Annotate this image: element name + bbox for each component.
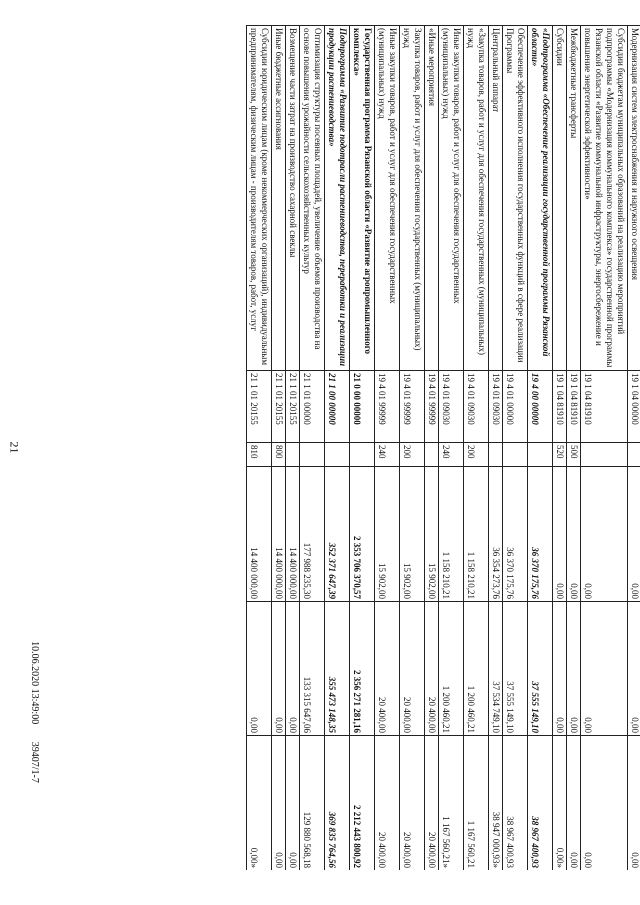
row-type-code	[503, 443, 528, 467]
table-row	[300, 26, 325, 871]
row-type-code	[286, 443, 300, 467]
table-row	[464, 26, 489, 871]
row-amount-2: 1 200 460,21	[464, 602, 489, 736]
row-code: 19 4 01 09030	[464, 371, 489, 443]
table-row	[503, 26, 528, 871]
row-amount-3: 20 400,00	[425, 736, 439, 871]
budget-table	[246, 25, 640, 870]
table-row	[286, 26, 300, 871]
row-amount-1: 14 400 000,00	[286, 467, 300, 602]
row-code: 19 4 01 00000	[503, 371, 528, 443]
row-type-code	[425, 443, 439, 467]
row-name: «Подпрограмма «Обеспечение реализации государственной программы Рязанской области»	[528, 26, 553, 371]
row-name: Оптимизация структуры посевных площадей, увеличение объемов производства на основе повышения урожайности сельскохозяйственных культур	[300, 26, 325, 371]
row-name: Государственная программа Рязанской области «Развитие агропромышленного комплекса»	[350, 26, 375, 371]
row-amount-2: 1 200 460,21	[439, 602, 464, 736]
table-row	[375, 26, 400, 871]
row-code: 19 4 01 09030	[439, 371, 464, 443]
row-name: Иные закупки товаров, работ и услуг для обеспечения государственных (муниципальных) нужд	[439, 26, 464, 371]
row-amount-1: 36 354 273,76	[489, 467, 503, 602]
row-amount-2: 20 400,00	[375, 602, 400, 736]
row-code: 19 1 04 81910	[553, 371, 567, 443]
row-type-code: 500	[567, 443, 581, 467]
row-code: 19 4 01 09030	[489, 371, 503, 443]
row-name: Подпрограмма «Развитие подотрасли растениеводства, переработки и реализации продукции растениеводства»	[325, 26, 350, 371]
row-code: 21 1 00 00000	[325, 371, 350, 443]
row-amount-3: 0,00	[581, 736, 628, 871]
row-amount-2: 0,00	[247, 602, 272, 736]
row-amount-3: 1 167 560,21	[464, 736, 489, 871]
row-type-code	[581, 443, 628, 467]
row-amount-3: 0,00	[567, 736, 581, 871]
table-row	[425, 26, 439, 871]
row-code: 19 4 00 00000	[528, 371, 553, 443]
row-amount-2: 0,00	[272, 602, 286, 736]
budget-table-frame	[55, 25, 640, 870]
row-name: Возмещение части затрат на производство сахарной свеклы	[286, 26, 300, 371]
row-amount-3: 1 167 560,21»	[439, 736, 464, 871]
table-row	[325, 26, 350, 871]
row-name: Иные бюджетные ассигнования	[272, 26, 286, 371]
row-amount-2: 37 534 749,10	[489, 602, 503, 736]
row-code: 21 1 01 20155	[286, 371, 300, 443]
row-amount-1: 2 353 706 370,57	[350, 467, 375, 602]
row-amount-2: 2 356 271 281,16	[350, 602, 375, 736]
row-amount-3: 2 212 443 800,92	[350, 736, 375, 871]
footer-datetime: 10.06.2020 13:49:00	[29, 641, 40, 725]
row-code: 21 0 00 00000	[350, 371, 375, 443]
row-amount-2: 20 400,00	[425, 602, 439, 736]
row-amount-3: 0,00	[628, 736, 640, 871]
row-amount-2: 0,00	[567, 602, 581, 736]
row-type-code	[489, 443, 503, 467]
row-type-code	[325, 443, 350, 467]
row-type-code	[350, 443, 375, 467]
row-type-code: 810	[247, 443, 272, 467]
table-row	[553, 26, 567, 871]
page-number: 21	[7, 441, 22, 454]
row-amount-3: 38 967 400,93	[503, 736, 528, 871]
row-amount-1: 1 158 210,21	[439, 467, 464, 602]
row-name: Субсидии	[553, 26, 567, 371]
row-amount-3: 20 400,00	[400, 736, 425, 871]
row-type-code	[528, 443, 553, 467]
row-code: 19 4 01 99999	[400, 371, 425, 443]
row-amount-2: 37 555 149,10	[528, 602, 553, 736]
row-code: 21 1 01 00000	[300, 371, 325, 443]
row-name: Субсидии бюджетам муниципальных образований на реализацию мероприятий подпрограммы «Модернизация коммунального комплекса» государственной программы Рязанской области «Развитие коммунальной инфраструктуры, энергосбережение и повышение энергетической эффективности»	[581, 26, 628, 371]
table-row	[628, 26, 640, 871]
row-amount-1: 36 370 175,76	[503, 467, 528, 602]
row-amount-1: 1 158 210,21	[464, 467, 489, 602]
table-row	[528, 26, 553, 871]
row-amount-2: 0,00	[628, 602, 640, 736]
row-type-code	[300, 443, 325, 467]
row-amount-1: 0,00	[567, 467, 581, 602]
row-type-code: 240	[375, 443, 400, 467]
row-amount-1: 36 370 175,76	[528, 467, 553, 602]
row-name: Иные закупки товаров, работ и услуг для обеспечения государственных (муниципальных) нужд	[375, 26, 400, 371]
table-row	[350, 26, 375, 871]
footer-doc-id: 39407/1-7	[29, 741, 40, 783]
row-amount-3: 369 835 764,56	[325, 736, 350, 871]
table-row	[247, 26, 272, 871]
row-name: Закупка товаров, работ и услуг для обеспечения государственных (муниципальных) нужд	[400, 26, 425, 371]
row-amount-3: 129 880 568,18	[300, 736, 325, 871]
row-amount-3: 38 967 400,93	[528, 736, 553, 871]
row-name: Центральный аппарат	[489, 26, 503, 371]
row-amount-2: 0,00	[286, 602, 300, 736]
table-row	[272, 26, 286, 871]
table-row	[439, 26, 464, 871]
row-code: 19 1 04 00000	[628, 371, 640, 443]
row-name: Модернизация систем электроснабжения и наружного освещения	[628, 26, 640, 371]
row-code: 19 4 01 99999	[425, 371, 439, 443]
row-name: Обеспечение эффективного исполнения государственных функций в сфере реализации Программы	[503, 26, 528, 371]
row-code: 19 1 04 81910	[567, 371, 581, 443]
row-amount-3: 0,00	[272, 736, 286, 871]
row-amount-1: 15 902,00	[400, 467, 425, 602]
row-amount-3: 0,00	[286, 736, 300, 871]
row-amount-3: 0,00»	[553, 736, 567, 871]
row-type-code: 200	[400, 443, 425, 467]
row-amount-1: 0,00	[581, 467, 628, 602]
row-amount-3: 20 400,00	[375, 736, 400, 871]
row-amount-3: 0,00»	[247, 736, 272, 871]
table-row	[567, 26, 581, 871]
row-code: 21 1 01 20155	[272, 371, 286, 443]
row-name: Межбюджетные трансферты	[567, 26, 581, 371]
row-amount-1: 14 400 000,00	[272, 467, 286, 602]
row-name: «Закупка товаров, работ и услуг для обеспечения государственных (муниципальных) нужд	[464, 26, 489, 371]
row-amount-1: 14 400 000,00	[247, 467, 272, 602]
row-type-code: 200	[464, 443, 489, 467]
row-code: 19 4 01 99999	[375, 371, 400, 443]
row-type-code: 520	[553, 443, 567, 467]
table-row	[581, 26, 628, 871]
row-type-code: 240	[439, 443, 464, 467]
row-amount-1: 352 371 647,39	[325, 467, 350, 602]
table-row	[400, 26, 425, 871]
row-amount-3: 38 947 000,93»	[489, 736, 503, 871]
row-amount-2: 355 473 148,35	[325, 602, 350, 736]
row-name: Субсидии юридическим лицам (кроме некоммерческих организаций), индивидуальным предпринимателям, физическим лицам - производителям товаров, работ, услуг	[247, 26, 272, 371]
row-amount-1: 0,00	[628, 467, 640, 602]
footer-stamp	[29, 612, 40, 812]
row-amount-2: 0,00	[553, 602, 567, 736]
row-name: «Иные мероприятия	[425, 26, 439, 371]
row-amount-1: 15 902,00	[425, 467, 439, 602]
table-row	[489, 26, 503, 871]
row-amount-2: 20 400,00	[400, 602, 425, 736]
row-type-code: 800	[272, 443, 286, 467]
row-code: 21 1 01 20155	[247, 371, 272, 443]
row-amount-1: 15 902,00	[375, 467, 400, 602]
row-amount-2: 133 315 647,06	[300, 602, 325, 736]
row-amount-2: 0,00	[581, 602, 628, 736]
row-amount-2: 37 555 149,10	[503, 602, 528, 736]
row-code: 19 1 04 81910	[581, 371, 628, 443]
row-type-code	[628, 443, 640, 467]
row-amount-1: 177 988 235,30	[300, 467, 325, 602]
row-amount-1: 0,00	[553, 467, 567, 602]
